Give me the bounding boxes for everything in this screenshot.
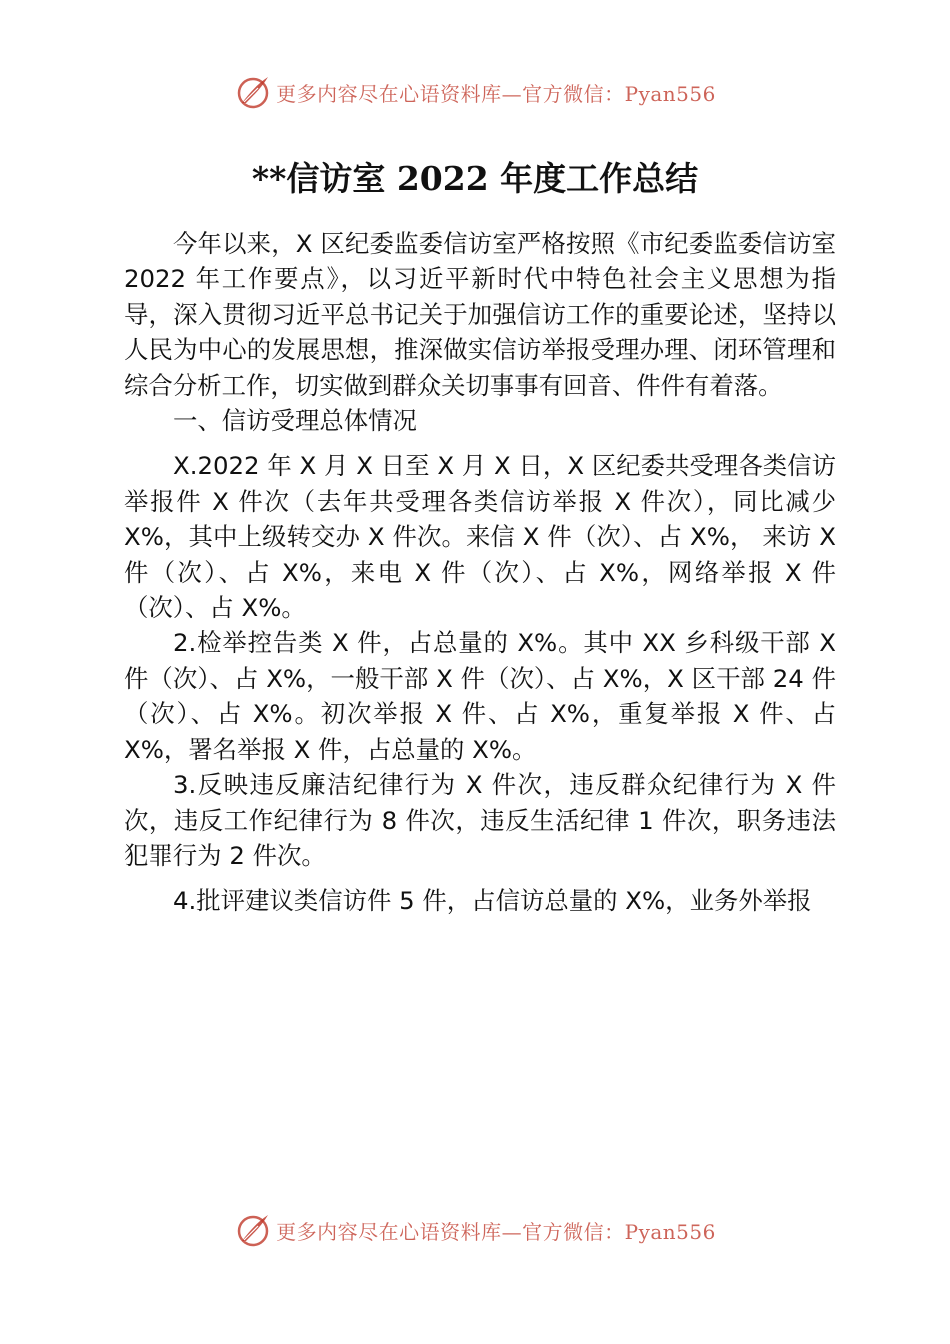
- paragraph-intro: 今年以来，X 区纪委监委信访室严格按照《市纪委监委信访室 2022 年工作要点》，以习近平新时代中特色社会主义思想为指导，深入贯彻习近平总书记关于加强信访工作的重要论述，坚持以人民为中心的发展思想，推深做实信访举报受理办理、闭环管理和综合分析工作，切实做到群众关切事事有回音、件件有着落。: [124, 229, 836, 400]
- watermark-header: [0, 72, 950, 112]
- document-body: [124, 226, 836, 919]
- paragraph-complaints: 2.检举控告类 X 件，占总量的 X%。其中 XX 乡科级干部 X 件（次）、占 X%，一般干部 X 件（次）、占 X%，X 区干部 24 件（次）、占 X%。初次举报 X 件、占 X%，重复举报 X 件、占 X%，署名举报 X 件，占总量的 X%。: [124, 628, 836, 764]
- quill-pen-circle-icon: [234, 73, 272, 111]
- watermark-footer-text: 更多内容尽在心语资料库—官方微信：Pyan556: [276, 1219, 716, 1244]
- section-heading: 一、信访受理总体情况: [173, 406, 417, 436]
- paragraph-suggestions: 4.批评建议类信访件 5 件，占信访总量的 X%，业务外举报: [173, 886, 812, 916]
- quill-pen-circle-icon: [234, 1211, 272, 1249]
- document-title: **信访室 2022 年度工作总结: [251, 159, 699, 198]
- paragraph-overview: X.2022 年 X 月 X 日至 X 月 X 日，X 区纪委共受理各类信访举报件 X 件次（去年共受理各类信访举报 X 件次），同比减少 X%，其中上级转交办 X 件次。来信 X 件（次）、占 X%， 来访 X 件（次）、占 X%，来电 X 件（次）、占 X%，网络举报 X 件（次）、占 X%。: [124, 451, 836, 623]
- watermark-footer: [0, 1210, 950, 1250]
- paragraph-violations: 3.反映违反廉洁纪律行为 X 件次，违反群众纪律行为 X 件次，违反工作纪律行为 8 件次，违反生活纪律 1 件次，职务违法 犯罪行为 2 件次。: [124, 770, 837, 870]
- watermark-header-text: 更多内容尽在心语资料库—官方微信：Pyan556: [276, 81, 716, 106]
